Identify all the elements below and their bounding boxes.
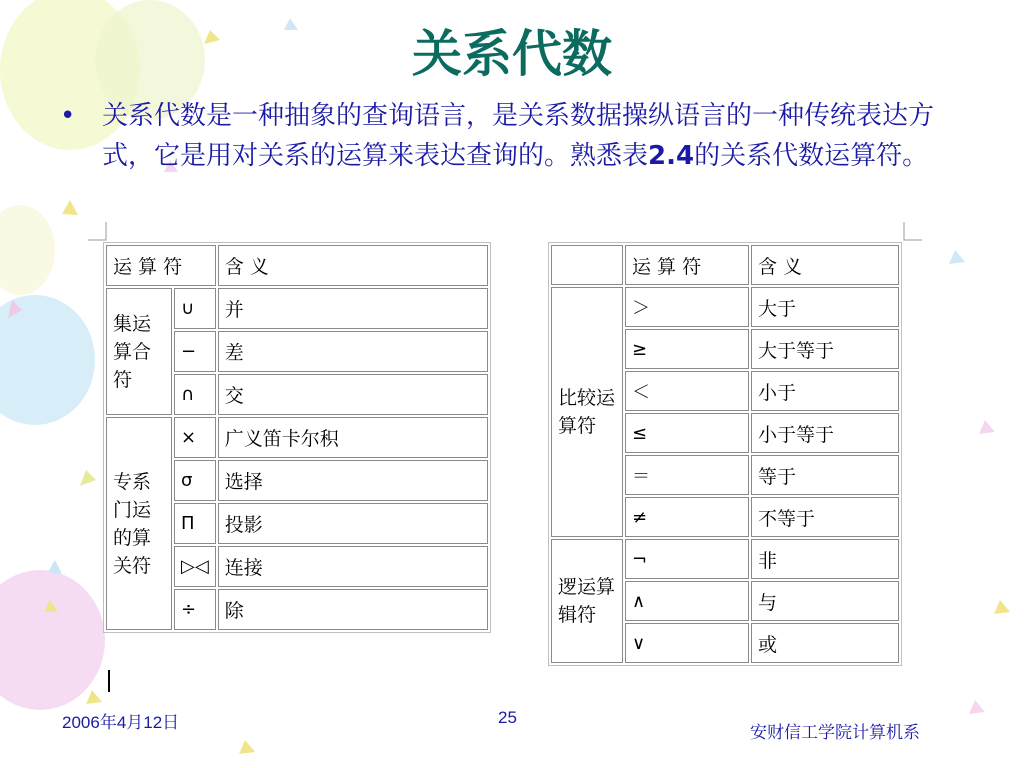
meaning-cell: 小于 <box>751 371 899 411</box>
operator-table-right <box>548 242 902 666</box>
meaning-cell: 交 <box>218 374 488 415</box>
bullet-dot: • <box>60 101 76 131</box>
table-row <box>551 287 899 327</box>
meaning-cell: 不等于 <box>751 497 899 537</box>
bullet-paragraph <box>60 96 970 176</box>
symbol-cell: Π <box>174 503 216 544</box>
table-row <box>551 539 899 579</box>
header-operator: 运 算 符 <box>106 245 216 286</box>
group-logic-operators: 逻运算辑符 <box>551 539 623 663</box>
symbol-cell: ∩ <box>174 374 216 415</box>
symbol-cell: σ <box>174 460 216 501</box>
corner-mark-left <box>88 222 108 242</box>
symbol-cell: ▷◁ <box>174 546 216 587</box>
header-operator: 运 算 符 <box>625 245 749 285</box>
right-table-grid <box>549 243 901 665</box>
header-meaning: 含 义 <box>751 245 899 285</box>
meaning-cell: 除 <box>218 589 488 630</box>
symbol-cell: ＝ <box>625 455 749 495</box>
slide-title: 关系代数 <box>412 24 612 83</box>
meaning-cell: 非 <box>751 539 899 579</box>
text-cursor <box>108 670 110 692</box>
meaning-cell: 大于 <box>751 287 899 327</box>
symbol-cell: ∧ <box>625 581 749 621</box>
symbol-cell: × <box>174 417 216 458</box>
symbol-cell: ≥ <box>625 329 749 369</box>
symbol-cell: − <box>174 331 216 372</box>
meaning-cell: 广义笛卡尔积 <box>218 417 488 458</box>
table-row <box>106 245 488 286</box>
operator-table-left <box>103 242 491 633</box>
meaning-cell: 与 <box>751 581 899 621</box>
header-meaning: 含 义 <box>218 245 488 286</box>
symbol-cell: ∨ <box>625 623 749 663</box>
table-row <box>106 288 488 329</box>
meaning-cell: 选择 <box>218 460 488 501</box>
left-table-grid <box>104 243 490 632</box>
corner-mark-right <box>902 222 922 242</box>
meaning-cell: 等于 <box>751 455 899 495</box>
symbol-cell: ＞ <box>625 287 749 327</box>
bullet-text <box>102 96 970 176</box>
meaning-cell: 或 <box>751 623 899 663</box>
group-compare-operators: 比较运算符 <box>551 287 623 537</box>
group-set-operators: 集运算合符 <box>106 288 172 415</box>
table-row <box>551 245 899 285</box>
footer-organization: 安财信工学院计算机系 <box>750 723 920 742</box>
footer-page-number: 25 <box>498 708 517 727</box>
symbol-cell: ∪ <box>174 288 216 329</box>
meaning-cell: 差 <box>218 331 488 372</box>
symbol-cell: ÷ <box>174 589 216 630</box>
symbol-cell: ≠ <box>625 497 749 537</box>
footer-date: 2006年4月12日 <box>62 713 180 732</box>
meaning-cell: 小于等于 <box>751 413 899 453</box>
symbol-cell: ＜ <box>625 371 749 411</box>
meaning-cell: 投影 <box>218 503 488 544</box>
meaning-cell: 并 <box>218 288 488 329</box>
bullet-text-post: 的关系代数运算符。 <box>694 141 929 171</box>
group-special-operators: 专系门运的算关符 <box>106 417 172 630</box>
bullet-text-pre: 关系代数是一种抽象的查询语言，是关系数据操纵语言的一种传统表达方式，它是用对关系的运算来表达查询的。熟悉表 <box>102 101 935 171</box>
symbol-cell: ≤ <box>625 413 749 453</box>
symbol-cell: ¬ <box>625 539 749 579</box>
table-row <box>106 417 488 458</box>
bullet-text-bold: 2.4 <box>648 141 695 171</box>
meaning-cell: 连接 <box>218 546 488 587</box>
meaning-cell: 大于等于 <box>751 329 899 369</box>
header-blank-cell <box>551 245 623 285</box>
